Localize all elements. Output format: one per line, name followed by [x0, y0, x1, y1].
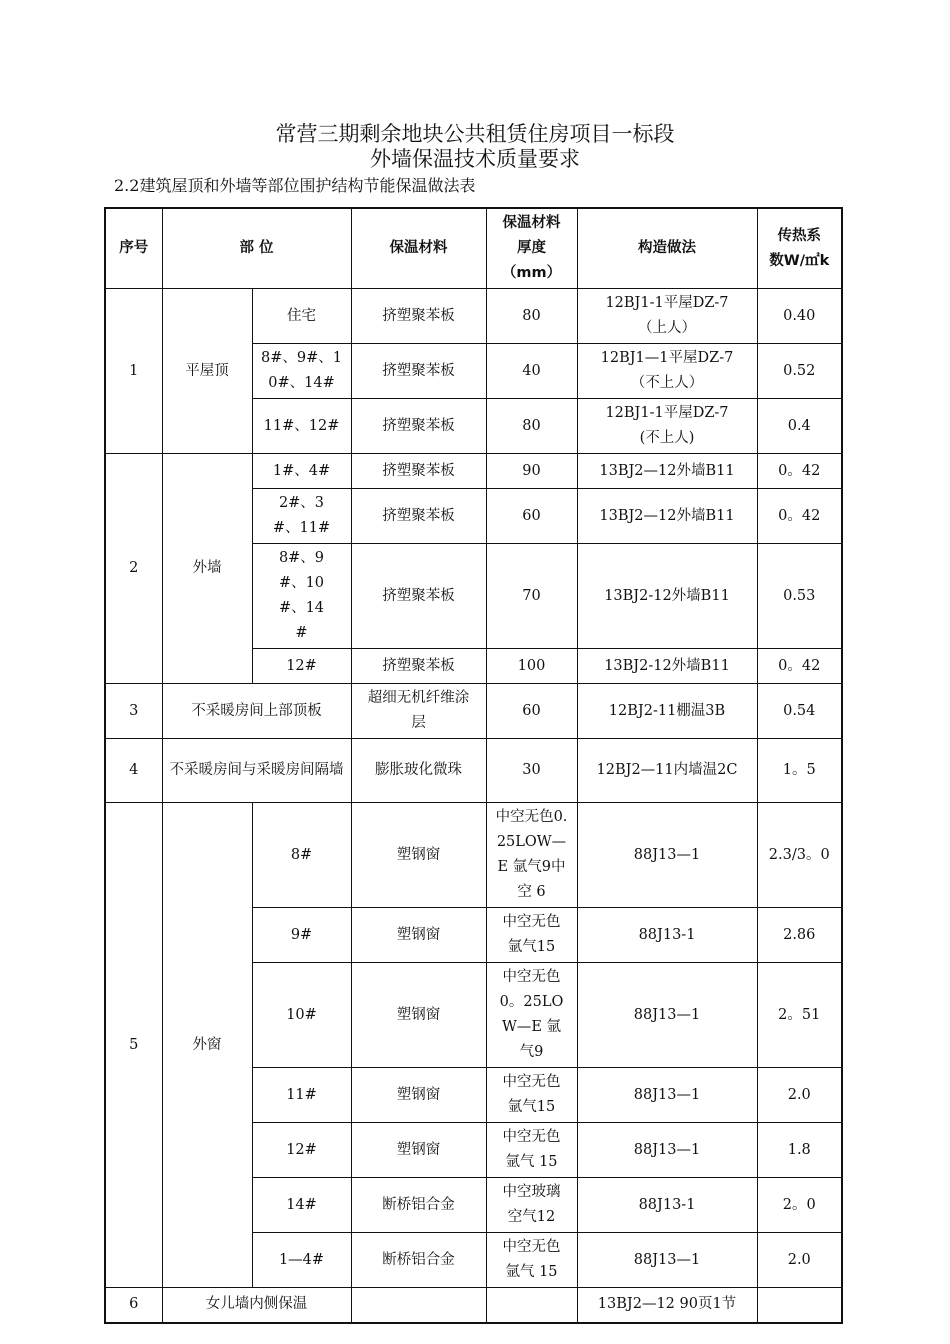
row-method: 13BJ2—12外墙B11 — [577, 454, 757, 489]
row-method — [577, 344, 757, 399]
row-seq: 1 — [105, 289, 162, 454]
row-subpart: 12# — [252, 1123, 351, 1178]
row-material: 挤塑聚苯板 — [351, 399, 486, 454]
row-part-text: 不采暖房间与采暖房间隔墙 — [169, 762, 344, 778]
row-coefficient — [757, 803, 842, 908]
row-subpart: 1—4# — [252, 1233, 351, 1288]
row-subpart: 14# — [252, 1178, 351, 1233]
row-material: 挤塑聚苯板 — [351, 289, 486, 344]
row-coefficient: 0。42 — [757, 649, 842, 684]
row-method: 88J13—1 — [577, 1123, 757, 1178]
row-material — [351, 684, 486, 739]
row-seq: 3 — [105, 684, 162, 739]
row-coefficient: 0.54 — [757, 684, 842, 739]
row-method: 12BJ2—11内墙温2C — [577, 739, 757, 803]
row-coefficient: 0.53 — [757, 544, 842, 649]
row-method — [577, 289, 757, 344]
row-material — [351, 1288, 486, 1323]
insulation-table — [104, 207, 843, 1324]
row-coefficient: 0。42 — [757, 489, 842, 544]
row-seq: 4 — [105, 739, 162, 803]
row-material: 挤塑聚苯板 — [351, 454, 486, 489]
row-subpart — [252, 344, 351, 399]
row-thickness: 80 — [486, 399, 577, 454]
row-coefficient: 2。51 — [757, 963, 842, 1068]
row-thickness — [486, 1123, 577, 1178]
row-thickness-text: 中空无色氩气 15 — [502, 1239, 561, 1280]
row-material: 塑钢窗 — [351, 803, 486, 908]
row-subpart: 9# — [252, 908, 351, 963]
row-material: 挤塑聚苯板 — [351, 489, 486, 544]
row-method: 13BJ2—12外墙B11 — [577, 489, 757, 544]
row-thickness-text: 中空无色氩气 15 — [502, 1129, 561, 1170]
row-method: 88J13-1 — [577, 908, 757, 963]
row-method: 12BJ2-11棚温3B — [577, 684, 757, 739]
table-row — [105, 739, 842, 803]
header-thickness — [486, 208, 577, 289]
header-thickness-line2: 厚度 — [517, 240, 546, 256]
header-coefficient — [757, 208, 842, 289]
table-row — [105, 684, 842, 739]
row-subpart: 8# — [252, 803, 351, 908]
section-heading: 2.2建筑屋顶和外墙等部位围护结构节能保温做法表 — [114, 176, 476, 195]
row-method: 88J13—1 — [577, 803, 757, 908]
row-material: 塑钢窗 — [351, 908, 486, 963]
row-coefficient: 1.8 — [757, 1123, 842, 1178]
header-seq: 序号 — [105, 208, 162, 289]
table-row — [105, 454, 842, 489]
table-row — [105, 803, 842, 908]
header-thickness-line3: （mm） — [501, 265, 562, 281]
row-part: 外窗 — [162, 803, 252, 1288]
header-coef-line2: 数W/㎡k — [769, 252, 830, 269]
row-coefficient: 2.86 — [757, 908, 842, 963]
row-thickness — [486, 803, 577, 908]
row-thickness: 90 — [486, 454, 577, 489]
row-thickness — [486, 1068, 577, 1123]
row-part: 女儿墙内侧保温 — [162, 1288, 351, 1323]
row-material: 膨胀玻化微珠 — [351, 739, 486, 803]
row-subpart — [252, 544, 351, 649]
row-thickness: 30 — [486, 739, 577, 803]
row-part: 不采暖房间上部顶板 — [162, 684, 351, 739]
table-row — [105, 1288, 842, 1323]
row-seq: 2 — [105, 454, 162, 684]
header-part: 部 位 — [162, 208, 351, 289]
row-subpart: 住宅 — [252, 289, 351, 344]
row-thickness: 60 — [486, 684, 577, 739]
header-material: 保温材料 — [351, 208, 486, 289]
row-subpart-text: 8#、9#、10#、14# — [261, 350, 342, 391]
row-material: 挤塑聚苯板 — [351, 344, 486, 399]
document-subtitle-title: 外墙保温技术质量要求 — [370, 147, 580, 171]
row-thickness — [486, 963, 577, 1068]
header-coef-line1: 传热系 — [777, 227, 821, 244]
row-coefficient-text: 2.3/3。0 — [768, 846, 830, 863]
row-thickness-text: 中空玻璃空气12 — [502, 1184, 561, 1225]
row-material: 塑钢窗 — [351, 1123, 486, 1178]
table-header-row — [105, 208, 842, 289]
row-thickness: 80 — [486, 289, 577, 344]
row-coefficient: 0.52 — [757, 344, 842, 399]
row-material-text: 超细无机纤维涂层 — [367, 690, 470, 731]
row-thickness: 60 — [486, 489, 577, 544]
document-title: 常营三期剩余地块公共租赁住房项目一标段 — [275, 122, 675, 146]
row-material: 塑钢窗 — [351, 1068, 486, 1123]
row-method-text: 12BJ1—1平屋DZ-7（不上人） — [600, 350, 734, 391]
row-coefficient: 0.40 — [757, 289, 842, 344]
row-subpart: 1#、4# — [252, 454, 351, 489]
row-thickness — [486, 908, 577, 963]
row-method: 88J13—1 — [577, 1233, 757, 1288]
table-row — [105, 289, 842, 344]
row-coefficient — [757, 1288, 842, 1323]
row-thickness: 40 — [486, 344, 577, 399]
row-method: 13BJ2—12 90页1节 — [577, 1288, 757, 1323]
row-thickness: 100 — [486, 649, 577, 684]
row-method — [577, 399, 757, 454]
row-subpart: 11# — [252, 1068, 351, 1123]
row-thickness-text: 中空无色0.25LOW—E 氩气9中空 6 — [495, 809, 568, 900]
header-method: 构造做法 — [577, 208, 757, 289]
row-coefficient: 2.0 — [757, 1068, 842, 1123]
row-thickness — [486, 1288, 577, 1323]
row-material: 挤塑聚苯板 — [351, 649, 486, 684]
row-coefficient: 0.4 — [757, 399, 842, 454]
row-thickness: 70 — [486, 544, 577, 649]
row-subpart: 11#、12# — [252, 399, 351, 454]
row-thickness-text: 中空无色0。25LOW—E 氩气9 — [499, 969, 564, 1060]
row-seq: 5 — [105, 803, 162, 1288]
row-subpart: 12# — [252, 649, 351, 684]
row-method: 13BJ2-12外墙B11 — [577, 544, 757, 649]
row-method-text: 12BJ1-1平屋DZ-7(不上人) — [605, 405, 729, 446]
row-material: 断桥铝合金 — [351, 1178, 486, 1233]
row-subpart: 10# — [252, 963, 351, 1068]
row-material: 塑钢窗 — [351, 963, 486, 1068]
row-thickness — [486, 1178, 577, 1233]
row-coefficient: 2.0 — [757, 1233, 842, 1288]
row-subpart — [252, 489, 351, 544]
row-part: 平屋顶 — [162, 289, 252, 454]
row-thickness-text: 中空无色氩气15 — [502, 914, 561, 955]
row-subpart-text: 8#、9#、10#、14# — [278, 550, 325, 641]
row-seq: 6 — [105, 1288, 162, 1323]
row-part: 外墙 — [162, 454, 252, 684]
row-subpart-text: 2#、3#、11# — [272, 495, 331, 536]
row-method: 88J13—1 — [577, 963, 757, 1068]
header-thickness-line1: 保温材料 — [502, 215, 561, 231]
row-thickness — [486, 1233, 577, 1288]
row-coefficient: 1。5 — [757, 739, 842, 803]
row-material: 挤塑聚苯板 — [351, 544, 486, 649]
row-thickness-text: 中空无色氩气15 — [502, 1074, 561, 1115]
row-material: 断桥铝合金 — [351, 1233, 486, 1288]
row-coefficient: 2。0 — [757, 1178, 842, 1233]
row-method: 88J13-1 — [577, 1178, 757, 1233]
row-part — [162, 739, 351, 803]
row-method: 88J13—1 — [577, 1068, 757, 1123]
row-method-text: 12BJ1-1平屋DZ-7（上人） — [605, 295, 729, 336]
row-coefficient: 0。42 — [757, 454, 842, 489]
row-method: 13BJ2-12外墙B11 — [577, 649, 757, 684]
